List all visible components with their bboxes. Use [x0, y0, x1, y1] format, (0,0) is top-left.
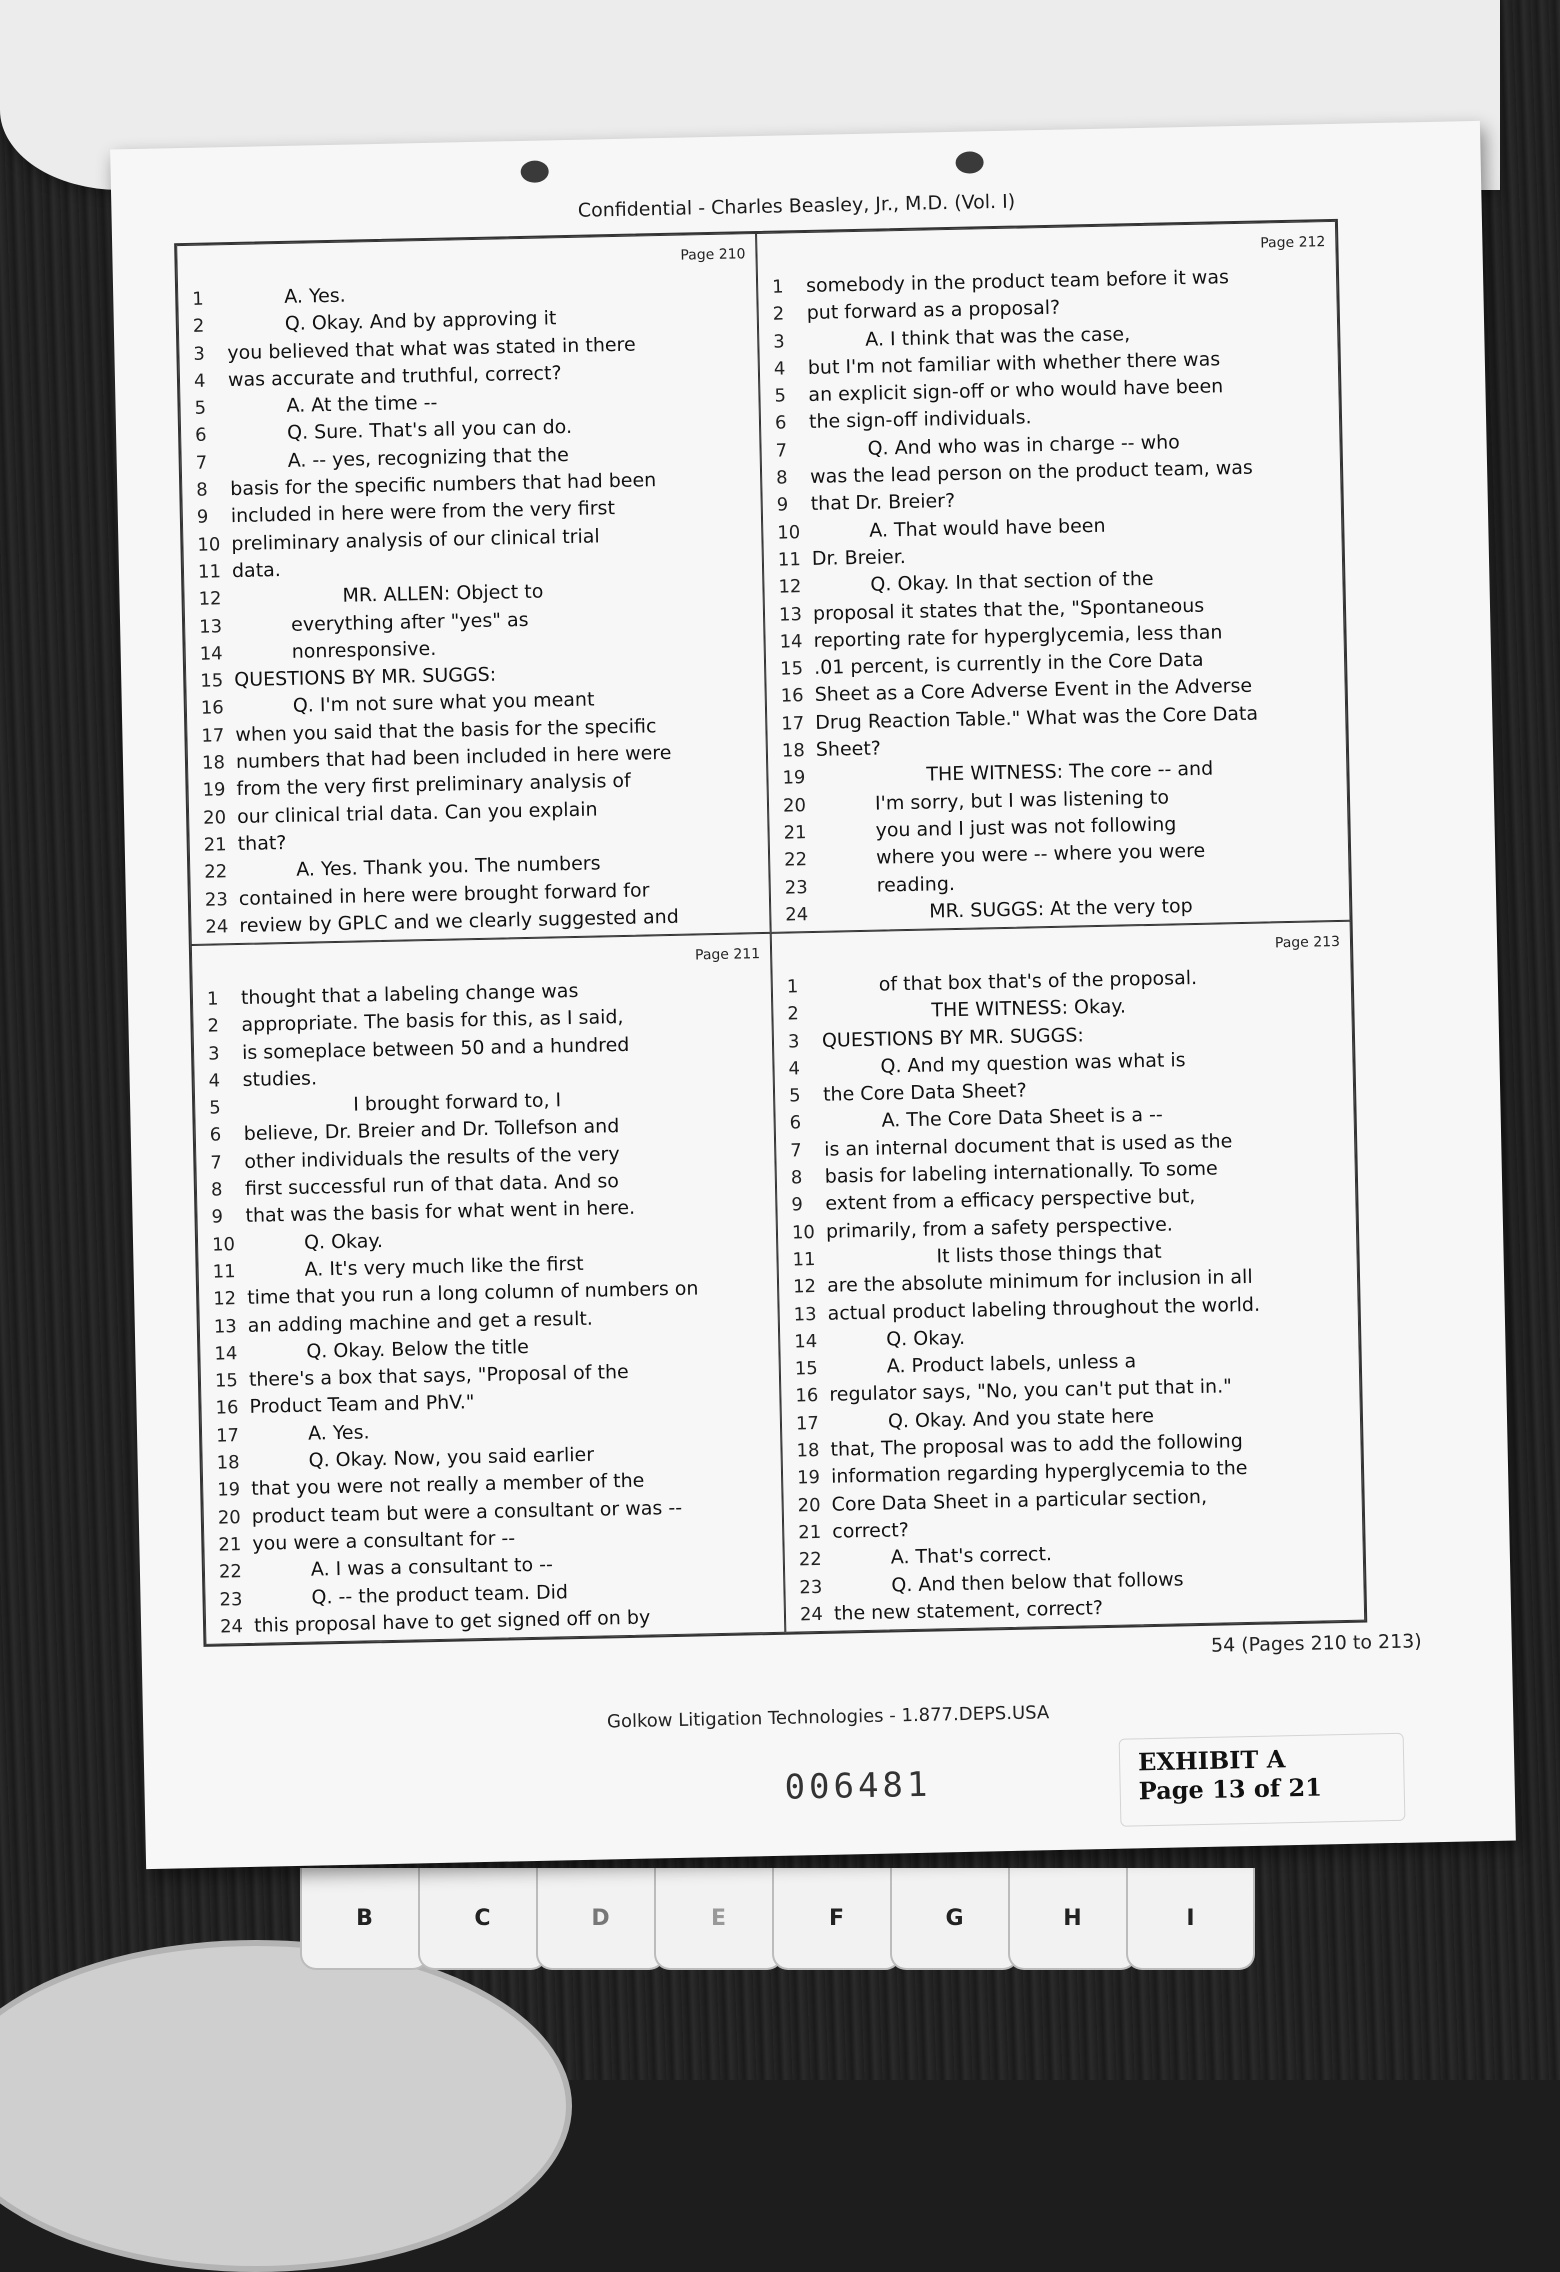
line-number: 5 [209, 1097, 221, 1119]
line-text: put forward as a proposal? [806, 296, 1061, 325]
line-number: 14 [214, 1342, 238, 1365]
line-number: 1 [192, 288, 204, 310]
line-text: the Core Data Sheet? [822, 1079, 1027, 1106]
line-text: Q. Okay. [885, 1326, 966, 1351]
line-number: 4 [788, 1058, 801, 1080]
line-text: studies. [242, 1067, 318, 1091]
line-text: you and I just was not following [875, 813, 1177, 842]
line-text: Q. Sure. That's all you can do. [286, 416, 573, 445]
line-number: 18 [216, 1452, 240, 1474]
line-text: that? [237, 831, 287, 855]
line-number: 11 [197, 561, 222, 583]
line-text: A. Yes. [307, 1421, 370, 1445]
line-number: 18 [201, 752, 226, 774]
line-text: A. It's very much like the first [304, 1252, 584, 1281]
line-number: 17 [795, 1412, 820, 1435]
line-text: included in here were from the very first [230, 497, 616, 528]
line-number: 20 [217, 1506, 241, 1529]
line-number: 6 [774, 412, 787, 435]
line-number: 23 [204, 888, 228, 911]
divider-tabs [300, 1868, 1280, 1978]
company-footer: Golkow Litigation Technologies - 1.877.DEPS.USA [606, 1702, 1050, 1733]
punch-hole [520, 160, 548, 183]
line-number: 23 [784, 876, 808, 899]
line-text: Q. Okay. In that section of the [870, 568, 1154, 596]
line-number: 3 [773, 331, 785, 353]
tab-i[interactable]: I [1126, 1868, 1255, 1970]
line-text: Q. Okay. And by approving it [284, 307, 557, 336]
line-number: 12 [792, 1276, 817, 1298]
tab-d[interactable]: D [536, 1868, 665, 1970]
line-number: 11 [792, 1248, 816, 1271]
line-text: Core Data Sheet in a particular section, [831, 1485, 1208, 1516]
line-text: of that box that's of the proposal. [878, 966, 1198, 996]
line-text: A. Product labels, unless a [886, 1350, 1137, 1378]
line-number: 22 [783, 849, 808, 871]
line-text: primarily, from a safety perspective. [825, 1213, 1174, 1243]
tab-e[interactable]: E [654, 1868, 783, 1970]
line-text: A. That would have been [869, 514, 1106, 542]
line-text: is someplace between 50 and a hundred [241, 1033, 630, 1064]
line-text: Product Team and PhV." [249, 1391, 475, 1419]
line-number: 10 [197, 533, 221, 556]
line-number: 4 [193, 370, 206, 392]
line-text: was the lead person on the product team, was [809, 456, 1254, 489]
line-text: regulator says, "No, you can't put that in." [829, 1375, 1233, 1407]
line-number: 10 [777, 521, 801, 544]
line-text: A. At the time -- [286, 391, 438, 418]
line-text: somebody in the product team before it was [805, 266, 1230, 297]
line-number: 9 [776, 494, 789, 517]
line-number: 19 [782, 767, 806, 789]
line-number: 23 [799, 1576, 823, 1598]
line-text: the sign-off individuals. [808, 406, 1032, 434]
line-number: 24 [219, 1615, 244, 1638]
transcript-grid [174, 219, 1367, 1647]
line-text: extent from a efficacy perspective but, [825, 1185, 1196, 1216]
line-text: thought that a labeling change was [240, 979, 579, 1009]
tab-b[interactable]: B [300, 1868, 429, 1970]
line-number: 3 [787, 1030, 800, 1053]
line-number: 17 [201, 725, 225, 747]
line-text: an adding machine and get a result. [247, 1307, 594, 1337]
line-text: Sheet? [815, 737, 882, 761]
line-number: 20 [797, 1494, 821, 1517]
line-text: from the very first preliminary analysis of [236, 770, 631, 801]
tab-f[interactable]: F [772, 1868, 901, 1970]
line-number: 22 [218, 1561, 243, 1583]
line-text: preliminary analysis of our clinical trial [231, 525, 600, 555]
line-number: 11 [777, 549, 802, 571]
tab-c[interactable]: C [418, 1868, 547, 1970]
line-text: A. I think that was the case, [865, 322, 1131, 351]
line-text: It lists those things that [936, 1240, 1162, 1268]
line-number: 7 [790, 1140, 802, 1162]
line-number: 9 [791, 1194, 804, 1216]
line-number: 16 [215, 1397, 239, 1420]
line-text: Q. Okay. And you state here [887, 1404, 1155, 1433]
line-text: I brought forward to, I [352, 1089, 562, 1116]
line-text: Dr. Breier. [811, 545, 907, 570]
line-text: time that you run a long column of numbers on [246, 1277, 699, 1310]
line-text: Q. And then below that follows [891, 1567, 1184, 1597]
line-text: is an internal document that is used as the [824, 1130, 1233, 1161]
line-text: numbers that had been included in here were [235, 741, 672, 774]
line-text: believe, Dr. Breier and Dr. Tollefson and [243, 1115, 620, 1146]
line-number: 16 [780, 685, 804, 708]
line-number: 12 [198, 588, 222, 611]
line-text: product team but were a consultant or was -- [251, 1496, 683, 1528]
line-text: THE WITNESS: Okay. [931, 995, 1127, 1022]
line-number: 15 [214, 1370, 239, 1392]
line-text: our clinical trial data. Can you explain [236, 798, 598, 828]
line-text: A. Yes. [284, 284, 346, 308]
line-text: that you were not really a member of the [250, 1469, 645, 1501]
exhibit-page: Page 13 of 21 [1138, 1772, 1323, 1806]
line-number: 9 [211, 1206, 224, 1229]
transcript-lines [192, 274, 756, 940]
page-header-title: Confidential - Charles Beasley, Jr., M.D. (Vol. I) [577, 190, 1016, 222]
line-text: other individuals the results of the very [244, 1142, 620, 1173]
line-text: MR. SUGGS: At the very top [929, 894, 1193, 923]
line-text: Q. -- the product team. Did [311, 1580, 569, 1609]
line-text: that was the basis for what went in here. [245, 1197, 636, 1228]
line-number: 21 [783, 822, 807, 844]
line-text: this proposal have to get signed off on by [253, 1606, 651, 1637]
page-number-label: Page 210 [680, 246, 746, 264]
line-number: 17 [215, 1424, 240, 1447]
line-number: 21 [218, 1534, 242, 1556]
line-number: 7 [210, 1152, 223, 1174]
tab-g[interactable]: G [890, 1868, 1019, 1970]
line-number: 14 [779, 631, 803, 653]
line-number: 20 [202, 806, 227, 829]
tab-h[interactable]: H [1008, 1868, 1137, 1970]
line-number: 1 [206, 988, 219, 1010]
line-number: 9 [196, 506, 209, 529]
page-range-footer: 54 (Pages 210 to 213) [1210, 1630, 1422, 1657]
line-number: 22 [204, 861, 228, 883]
line-text: that Dr. Breier? [810, 490, 956, 516]
line-number: 19 [796, 1467, 821, 1489]
line-number: 21 [798, 1521, 822, 1544]
transcript-page [110, 121, 1516, 1869]
transcript-page-210 [176, 233, 771, 945]
line-number: 19 [202, 779, 226, 802]
line-text: .01 percent, is currently in the Core Data [813, 648, 1204, 680]
line-number: 24 [205, 916, 229, 938]
line-number: 21 [203, 834, 227, 856]
line-number: 14 [794, 1330, 818, 1353]
line-text: data. [231, 559, 282, 583]
line-text: the new statement, correct? [833, 1596, 1104, 1625]
line-number: 3 [193, 343, 206, 365]
punch-hole [955, 151, 983, 174]
line-number: 8 [196, 479, 208, 501]
line-number: 5 [194, 397, 207, 420]
line-text: where you were -- where you were [875, 839, 1206, 869]
line-text: basis for the specific numbers that had been [230, 469, 657, 501]
transcript-page-211 [191, 933, 786, 1645]
line-text: A. -- yes, recognizing that the [287, 443, 570, 472]
line-text: MR. ALLEN: Object to [342, 580, 544, 608]
line-number: 19 [217, 1479, 241, 1501]
line-number: 8 [775, 467, 788, 489]
line-text: correct? [832, 1519, 910, 1543]
line-text: Q. Okay. [303, 1229, 384, 1254]
line-text: when you said that the basis for the specific [235, 714, 657, 746]
line-number: 6 [789, 1112, 802, 1134]
line-number: 16 [795, 1385, 819, 1407]
page-number-label: Page 212 [1260, 234, 1326, 252]
line-number: 4 [208, 1070, 221, 1092]
line-number: 15 [200, 670, 224, 692]
line-text: appropriate. The basis for this, as I said, [241, 1006, 624, 1037]
line-number: 1 [771, 276, 784, 298]
line-number: 18 [796, 1440, 820, 1462]
line-text: Q. I'm not sure what you meant [292, 688, 595, 718]
line-number: 16 [200, 697, 224, 720]
page-number-label: Page 211 [694, 946, 761, 964]
line-number: 22 [798, 1549, 822, 1571]
line-number: 2 [192, 315, 205, 338]
transcript-page-213 [771, 921, 1366, 1633]
page-number-label: Page 213 [1274, 933, 1341, 952]
exhibit-stamp [1119, 1733, 1406, 1827]
line-number: 13 [778, 603, 803, 626]
line-number: 8 [790, 1167, 803, 1189]
line-text: A. That's correct. [890, 1543, 1053, 1569]
line-number: 7 [775, 440, 788, 462]
line-text: Q. Okay. Below the title [306, 1335, 530, 1363]
transcript-lines [772, 262, 1336, 928]
line-number: 4 [773, 358, 786, 380]
line-text: Drug Reaction Table." What was the Core Data [815, 702, 1259, 734]
line-number: 24 [785, 903, 809, 926]
line-text: information regarding hyperglycemia to the [830, 1457, 1248, 1489]
line-number: 18 [781, 740, 806, 762]
line-text: you were a consultant for -- [252, 1527, 516, 1555]
line-text: THE WITNESS: The core -- and [926, 757, 1214, 786]
line-number: 6 [209, 1124, 222, 1147]
line-number: 14 [199, 643, 223, 665]
line-number: 17 [781, 712, 805, 735]
line-text: review by GPLC and we clearly suggested and [239, 905, 679, 937]
line-text: you believed that what was stated in there [227, 333, 636, 364]
line-number: 3 [207, 1043, 220, 1065]
line-text: I'm sorry, but I was listening to [874, 786, 1170, 815]
bates-number: 006481 [784, 1764, 932, 1808]
line-number: 23 [219, 1588, 243, 1611]
line-number: 10 [211, 1233, 236, 1256]
line-number: 13 [213, 1315, 237, 1338]
line-text: QUESTIONS BY MR. SUGGS: [821, 1023, 1085, 1052]
line-text: A. Yes. Thank you. The numbers [296, 852, 601, 882]
line-text: Q. Okay. Now, you said earlier [308, 1443, 595, 1472]
line-text: that, The proposal was to add the following [830, 1430, 1244, 1461]
line-text: there's a box that says, "Proposal of the [248, 1361, 629, 1392]
line-number: 8 [210, 1179, 223, 1201]
line-number: 13 [198, 615, 223, 638]
line-number: 2 [772, 303, 785, 325]
line-number: 5 [774, 385, 787, 407]
line-text: was accurate and truthful, correct? [227, 362, 562, 392]
line-number: 2 [207, 1015, 220, 1037]
transcript-page-212 [756, 221, 1351, 933]
line-number: 15 [794, 1358, 818, 1380]
line-number: 7 [195, 452, 208, 474]
line-text: reading. [876, 872, 956, 897]
line-text: A. The Core Data Sheet is a -- [881, 1104, 1163, 1133]
line-text: are the absolute minimum for inclusion in all [826, 1266, 1253, 1298]
line-number: 1 [786, 976, 799, 998]
line-number: 6 [194, 425, 207, 447]
line-text: actual product labeling throughout the world. [827, 1293, 1261, 1325]
line-text: QUESTIONS BY MR. SUGGS: [234, 663, 497, 692]
line-number: 12 [778, 576, 802, 598]
line-number: 13 [793, 1303, 817, 1326]
line-text: proposal it states that the, "Spontaneous [812, 594, 1205, 625]
line-text: but I'm not familiar with whether there was [807, 348, 1221, 379]
line-text: Q. And who was in charge -- who [867, 430, 1180, 460]
line-number: 5 [788, 1085, 801, 1107]
line-number: 12 [213, 1288, 237, 1310]
line-number: 24 [799, 1603, 824, 1626]
line-text: contained in here were brought forward for [238, 878, 650, 910]
line-text: Q. And my question was what is [880, 1049, 1186, 1078]
line-number: 10 [791, 1221, 816, 1244]
line-text: basis for labeling internationally. To some [824, 1157, 1218, 1188]
line-number: 2 [787, 1003, 800, 1025]
line-number: 15 [779, 658, 804, 680]
line-text: nonresponsive. [291, 637, 437, 663]
line-text: everything after "yes" as [290, 608, 529, 636]
exhibit-title: EXHIBIT A [1137, 1744, 1286, 1777]
line-number: 20 [782, 794, 807, 817]
line-text: Sheet as a Core Adverse Event in the Adverse [814, 675, 1253, 707]
transcript-lines [207, 974, 771, 1640]
transcript-lines [787, 962, 1351, 1628]
line-text: an explicit sign-off or who would have been [808, 375, 1224, 407]
line-number: 11 [212, 1261, 236, 1283]
line-text: A. I was a consultant to -- [310, 1553, 554, 1581]
line-text: reporting rate for hyperglycemia, less than [813, 621, 1223, 652]
line-text: first successful run of that data. And so [244, 1170, 620, 1201]
